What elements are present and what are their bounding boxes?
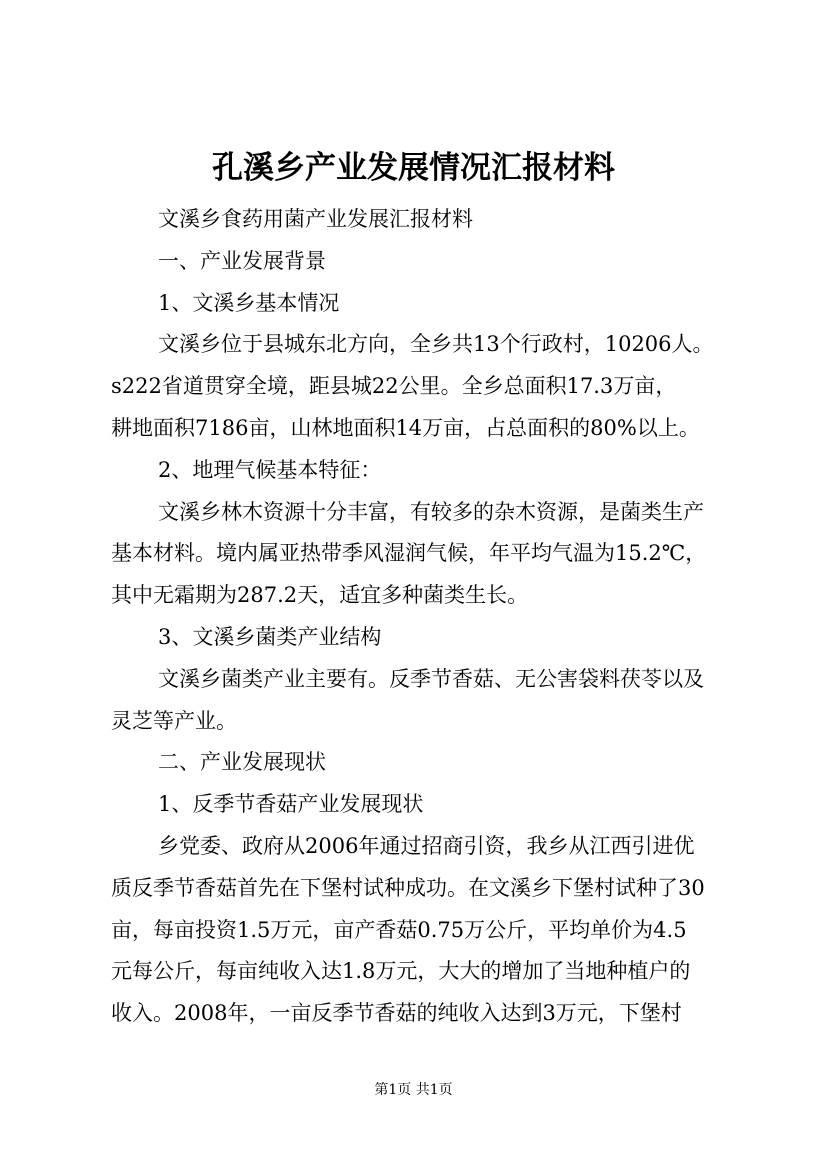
body-line: 1、文溪乡基本情况 <box>158 290 340 315</box>
body-line: 元每公斤，每亩纯收入达1.8万元，大大的增加了当地种植户的 <box>111 959 691 984</box>
body-line: 质反季节香菇首先在下堡村试种成功。在文溪乡下堡村试种了30 <box>111 875 705 900</box>
body-line: 1、反季节香菇产业发展现状 <box>158 792 424 817</box>
body-line: 文溪乡菌类产业主要有。反季节香菇、无公害袋料茯苓以及 <box>158 666 704 691</box>
body-line: 3、文溪乡菌类产业结构 <box>158 624 382 649</box>
body-line: 文溪乡食药用菌产业发展汇报材料 <box>158 207 473 231</box>
body-line: 灵芝等产业。 <box>111 708 237 733</box>
document-title: 孔溪乡产业发展情况汇报材料 <box>212 150 615 186</box>
body-line: 亩，每亩投资1.5万元，亩产香菇0.75万公斤，平均单价为4.5 <box>111 917 687 942</box>
body-line: 二、产业发展现状 <box>158 750 326 775</box>
body-line: 收入。2008年，一亩反季节香菇的纯收入达到3万元，下堡村 <box>111 1001 682 1026</box>
body-line: 乡党委、政府从2006年通过招商引资，我乡从江西引进优 <box>158 833 695 858</box>
body-line: 耕地面积7186亩，山林地面积14万亩，占总面积的80%以上。 <box>111 415 700 440</box>
page-footer: 第1页 共1页 <box>374 1082 453 1098</box>
body-line: 文溪乡位于县城东北方向，全乡共13个行政村，10206人。 <box>158 332 714 357</box>
body-line: s222省道贯穿全境，距县城22公里。全乡总面积17.3万亩， <box>111 374 677 399</box>
body-line: 文溪乡林木资源十分丰富，有较多的杂木资源，是菌类生产 <box>158 499 704 524</box>
body-line: 一、产业发展背景 <box>158 248 326 273</box>
document-body <box>111 199 739 1035</box>
body-line: 基本材料。境内属亚热带季风湿润气候，年平均气温为15.2℃， <box>111 541 707 566</box>
body-line: 其中无霜期为287.2天，适宜多种菌类生长。 <box>111 583 529 608</box>
body-line: 2、地理气候基本特征： <box>158 457 382 482</box>
